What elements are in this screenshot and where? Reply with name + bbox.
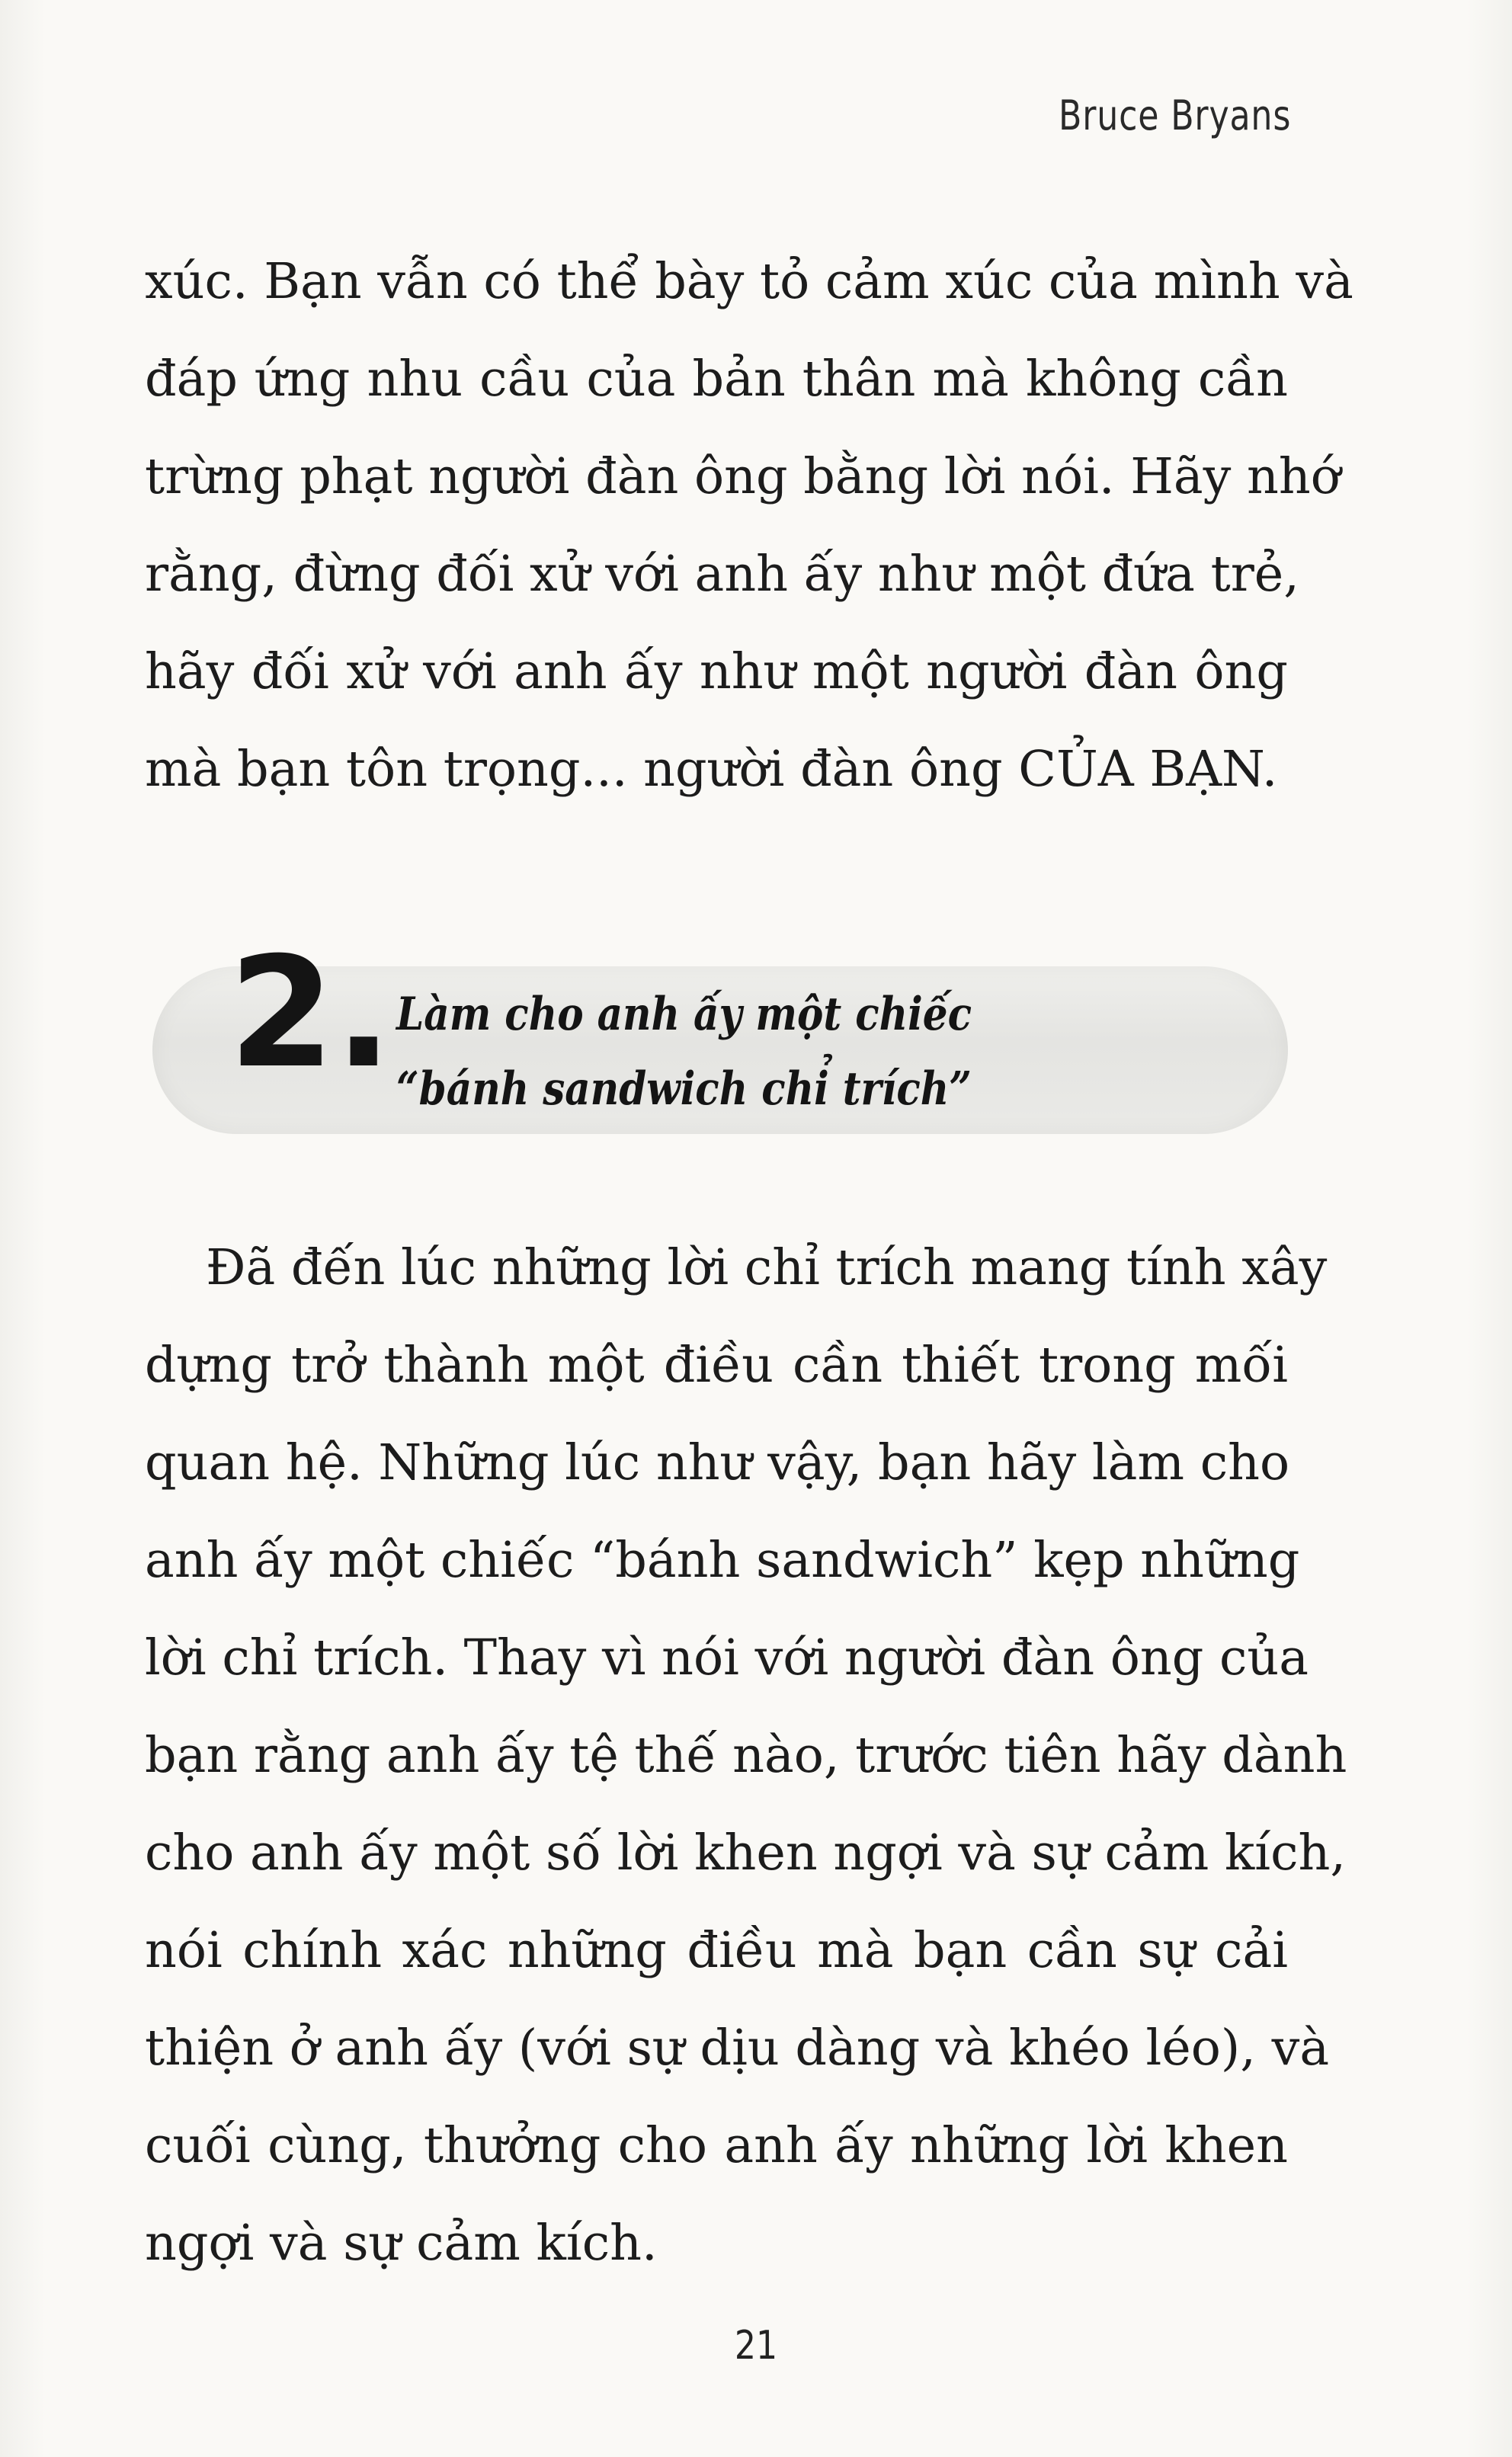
paragraph-line: cuối cùng, thưởng cho anh ấy những lời khen [145,2117,1288,2174]
paragraph-line: anh ấy một chiếc “bánh sandwich” kẹp những [145,1532,1300,1589]
page-number: 21 [734,2323,778,2369]
running-head-author: Bruce Bryans [1058,91,1291,139]
paragraph-continuation [145,233,1353,818]
paragraph-line: nói chính xác những điều mà bạn cần sự cải [145,1922,1288,1979]
paragraph-line: bạn rằng anh ấy tệ thế nào, trước tiên hãy dành [145,1727,1347,1784]
paragraph-line: quan hệ. Những lúc như vậy, bạn hãy làm cho [145,1434,1290,1491]
section-number: 2. [229,924,393,1102]
paragraph-line: hãy đối xử với anh ấy như một người đàn ông [145,643,1288,700]
paragraph-line: thiện ở anh ấy (với sự dịu dàng và khéo léo), và [145,2020,1330,2077]
paragraph-line: mà bạn tôn trọng... người đàn ông CỦA BẠN. [145,741,1278,798]
section-title-line: “bánh sandwich chỉ trích” [396,1062,972,1116]
paragraph-line: đáp ứng nhu cầu của bản thân mà không cần [145,351,1288,408]
paragraph-line: cho anh ấy một số lời khen ngợi và sự cảm kích, [145,1824,1346,1882]
paragraph-line: trừng phạt người đàn ông bằng lời nói. Hãy nhớ [145,448,1341,505]
paragraph-body [145,1219,1347,2292]
section-title [396,977,972,1126]
paragraph-line: ngợi và sự cảm kích. [145,2215,658,2272]
paragraph-line: dựng trở thành một điều cần thiết trong mối [145,1337,1288,1394]
paragraph-line: rằng, đừng đối xử với anh ấy như một đứa trẻ, [145,546,1299,603]
paragraph-line: xúc. Bạn vẫn có thể bày tỏ cảm xúc của mình và [145,253,1353,310]
paragraph-line: lời chỉ trích. Thay vì nói với người đàn ông của [145,1629,1309,1687]
paragraph-line: Đã đến lúc những lời chỉ trích mang tính xây [206,1239,1328,1296]
section-title-line: Làm cho anh ấy một chiếc [396,988,972,1041]
